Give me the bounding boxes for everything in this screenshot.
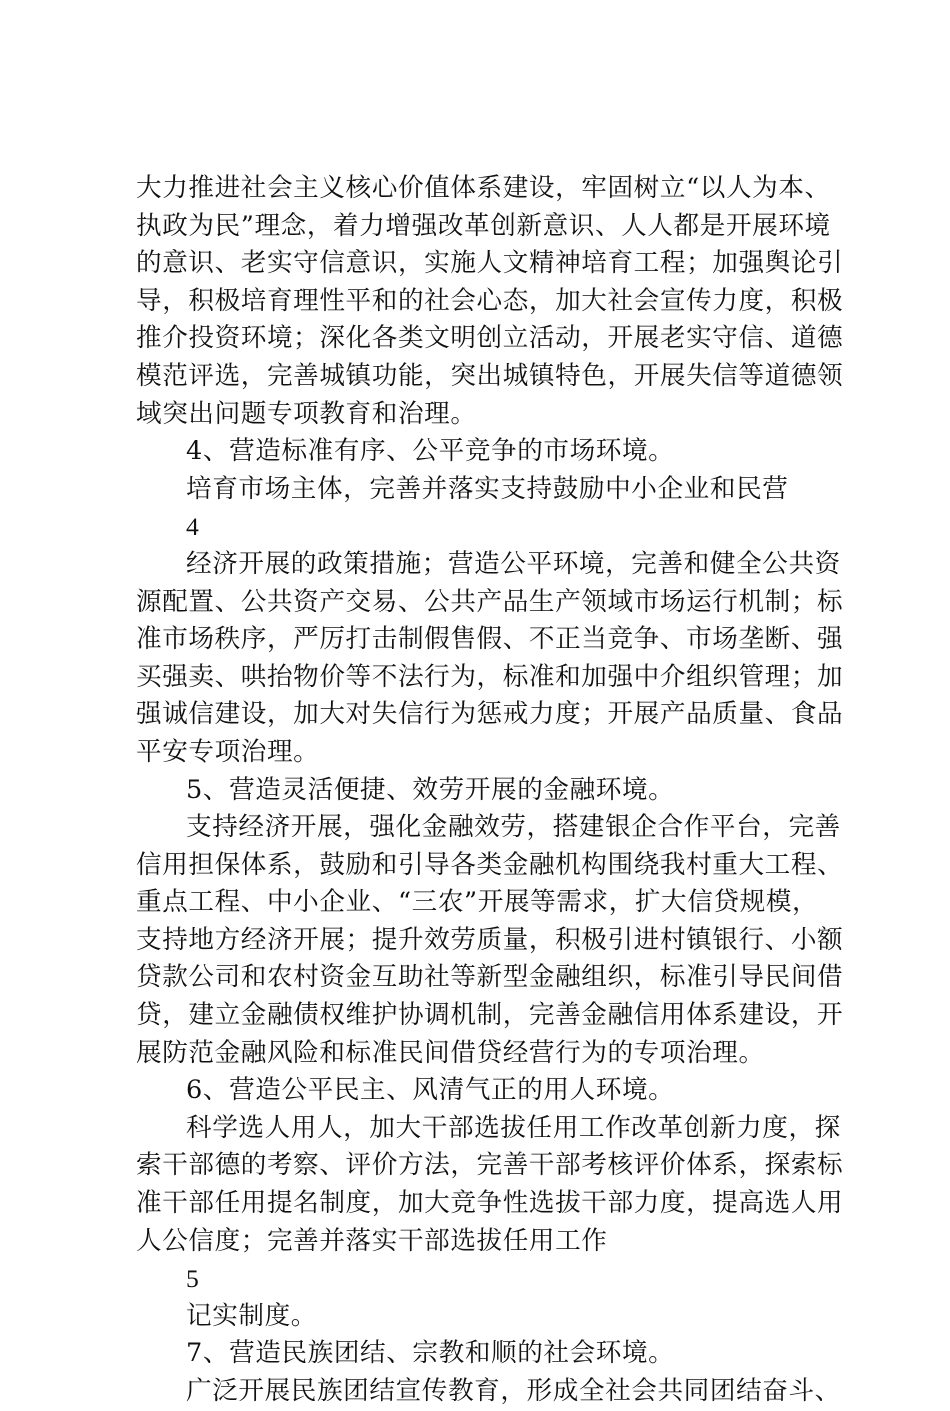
paragraph-line: 大力推进社会主义核心价值体系建设，牢固树立“以人为本、 bbox=[136, 173, 831, 203]
paragraph-line: 科学选人用人，加大干部选拔任用工作改革创新力度，探 bbox=[186, 1112, 841, 1143]
paragraph-line: 模范评选，完善城镇功能，突出城镇特色，开展失信等道德领 bbox=[136, 360, 844, 391]
paragraph-line: 准市场秩序，严厉打击制假售假、不正当竞争、市场垄断、强 bbox=[136, 624, 844, 655]
section-heading-5: 5、营造灵活便捷、效劳开展的金融环境。 bbox=[186, 774, 675, 805]
paragraph-line: 广泛开展民族团结宣传教育，形成全社会共同团结奋斗、 bbox=[186, 1376, 841, 1406]
paragraph-line: 的意识、老实守信意识，实施人文精神培育工程；加强舆论引 bbox=[136, 248, 844, 279]
paragraph-line: 支持地方经济开展；提升效劳质量，积极引进村镇银行、小额 bbox=[136, 924, 844, 955]
paragraph-line: 买强卖、哄抬物价等不法行为，标准和加强中介组织管理；加 bbox=[136, 661, 844, 692]
section-heading-7: 7、营造民族团结、宗教和顺的社会环境。 bbox=[186, 1338, 675, 1369]
paragraph-line: 执政为民”理念，着力增强改革创新意识、人人都是开展环境 bbox=[136, 210, 831, 241]
paragraph-line: 贷款公司和农村资金互助社等新型金融组织，标准引导民间借 bbox=[136, 962, 844, 993]
paragraph-line: 经济开展的政策措施；营造公平环境，完善和健全公共资 bbox=[186, 548, 841, 579]
paragraph-line: 推介投资环境；深化各类文明创立活动，开展老实守信、道德 bbox=[136, 323, 844, 354]
paragraph-line: 支持经济开展，强化金融效劳，搭建银企合作平台，完善 bbox=[186, 812, 841, 843]
paragraph-line: 记实制度。 bbox=[186, 1300, 317, 1331]
paragraph-line: 强诚信建设，加大对失信行为惩戒力度；开展产品质量、食品 bbox=[136, 699, 844, 730]
paragraph-line: 平安专项治理。 bbox=[136, 736, 320, 767]
paragraph-line: 域突出问题专项教育和治理。 bbox=[136, 398, 477, 429]
page-number: 4 bbox=[186, 512, 200, 542]
paragraph-line: 培育市场主体，完善并落实支持鼓励中小企业和民营 bbox=[186, 473, 789, 504]
section-heading-6: 6、营造公平民主、风清气正的用人环境。 bbox=[186, 1075, 675, 1106]
paragraph-line: 信用担保体系，鼓励和引导各类金融机构围绕我村重大工程、 bbox=[136, 849, 844, 880]
paragraph-line: 人公信度；完善并落实干部选拔任用工作 bbox=[136, 1225, 608, 1256]
paragraph-line: 导，积极培育理性平和的社会心态，加大社会宣传力度，积极 bbox=[136, 285, 844, 316]
paragraph-line: 重点工程、中小企业、“三农”开展等需求，扩大信贷规模， bbox=[136, 887, 819, 918]
paragraph-line: 准干部任用提名制度，加大竞争性选拔干部力度，提高选人用 bbox=[136, 1188, 844, 1219]
page-number: 5 bbox=[186, 1264, 200, 1294]
document-body bbox=[136, 170, 844, 1411]
paragraph-line: 索干部德的考察、评价方法，完善干部考核评价体系，探索标 bbox=[136, 1150, 844, 1181]
paragraph-line: 展防范金融风险和标准民间借贷经营行为的专项治理。 bbox=[136, 1037, 765, 1068]
section-heading-4: 4、营造标准有序、公平竞争的市场环境。 bbox=[186, 436, 675, 467]
paragraph-line: 源配置、公共资产交易、公共产品生产领域市场运行机制；标 bbox=[136, 586, 844, 617]
paragraph-line: 贷，建立金融债权维护协调机制，完善金融信用体系建设，开 bbox=[136, 1000, 844, 1031]
